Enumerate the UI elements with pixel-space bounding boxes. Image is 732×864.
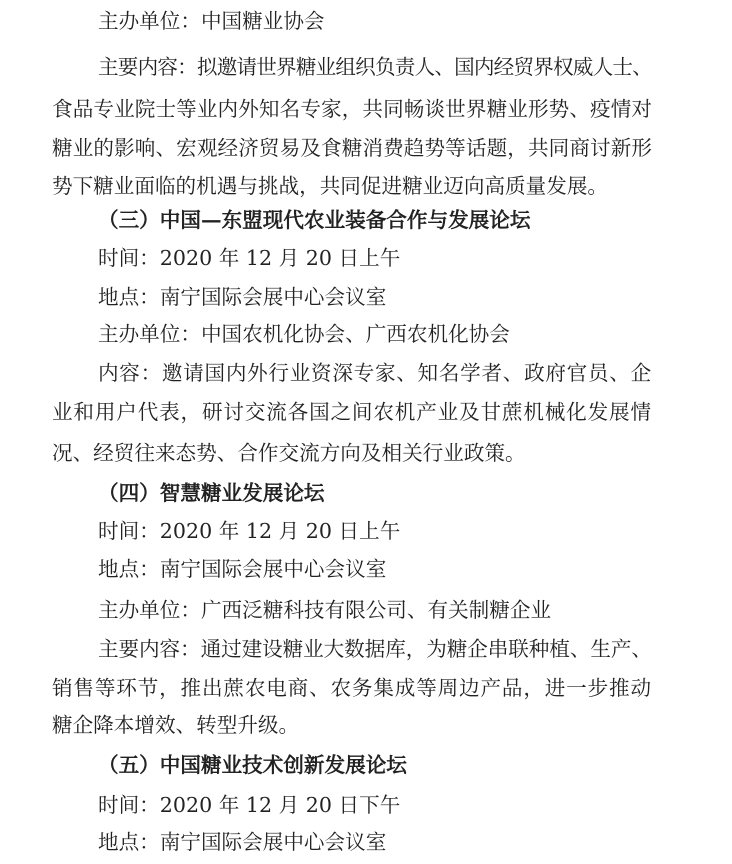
time-line: 时间：2020 年 12 月 20 日下午 xyxy=(98,793,401,817)
time-line: 时间：2020 年 12 月 20 日上午 xyxy=(98,246,401,270)
content-line: 况、经贸往来态势、合作交流方向及相关行业政策。 xyxy=(52,441,526,465)
organizer-line: 主办单位：中国农机化协会、广西农机化协会 xyxy=(98,322,510,346)
organizer-line: 主办单位：中国糖业协会 xyxy=(98,9,325,33)
place-line: 地点：南宁国际会展中心会议室 xyxy=(98,285,387,309)
content-line: 内容：邀请国内外行业资深专家、知名学者、政府官员、企 xyxy=(98,361,652,385)
content-line: 糖业的影响、宏观经济贸易及食糖消费趋势等话题，共同商讨新形 xyxy=(52,136,653,160)
place-line: 地点：南宁国际会展中心会议室 xyxy=(98,830,387,854)
section-heading: （五）中国糖业技术创新发展论坛 xyxy=(98,753,407,777)
organizer-line: 主办单位：广西泛糖科技有限公司、有关制糖企业 xyxy=(98,598,552,622)
section-heading: （四）智慧糖业发展论坛 xyxy=(98,481,325,505)
content-line: 糖企降本增效、转型升级。 xyxy=(52,713,300,737)
content-line: 销售等环节，推出蔗农电商、农务集成等周边产品，进一步推动 xyxy=(52,676,652,700)
place-line: 地点：南宁国际会展中心会议室 xyxy=(98,557,387,581)
content-line: 主要内容：拟邀请世界糖业组织负责人、国内经贸界权威人士、 xyxy=(98,55,652,79)
time-line: 时间：2020 年 12 月 20 日上午 xyxy=(98,519,401,543)
section-heading: （三）中国—东盟现代农业装备合作与发展论坛 xyxy=(98,208,531,232)
content-line: 食品专业院士等业内外知名专家，共同畅谈世界糖业形势、疫情对 xyxy=(52,97,653,121)
content-line: 主要内容：通过建设糖业大数据库，为糖企串联种植、生产、 xyxy=(98,637,652,661)
content-line: 势下糖业面临的机遇与挑战，共同促进糖业迈向高质量发展。 xyxy=(52,174,609,198)
content-line: 业和用户代表，研讨交流各国之间农机产业及甘蔗机械化发展情 xyxy=(52,400,652,424)
